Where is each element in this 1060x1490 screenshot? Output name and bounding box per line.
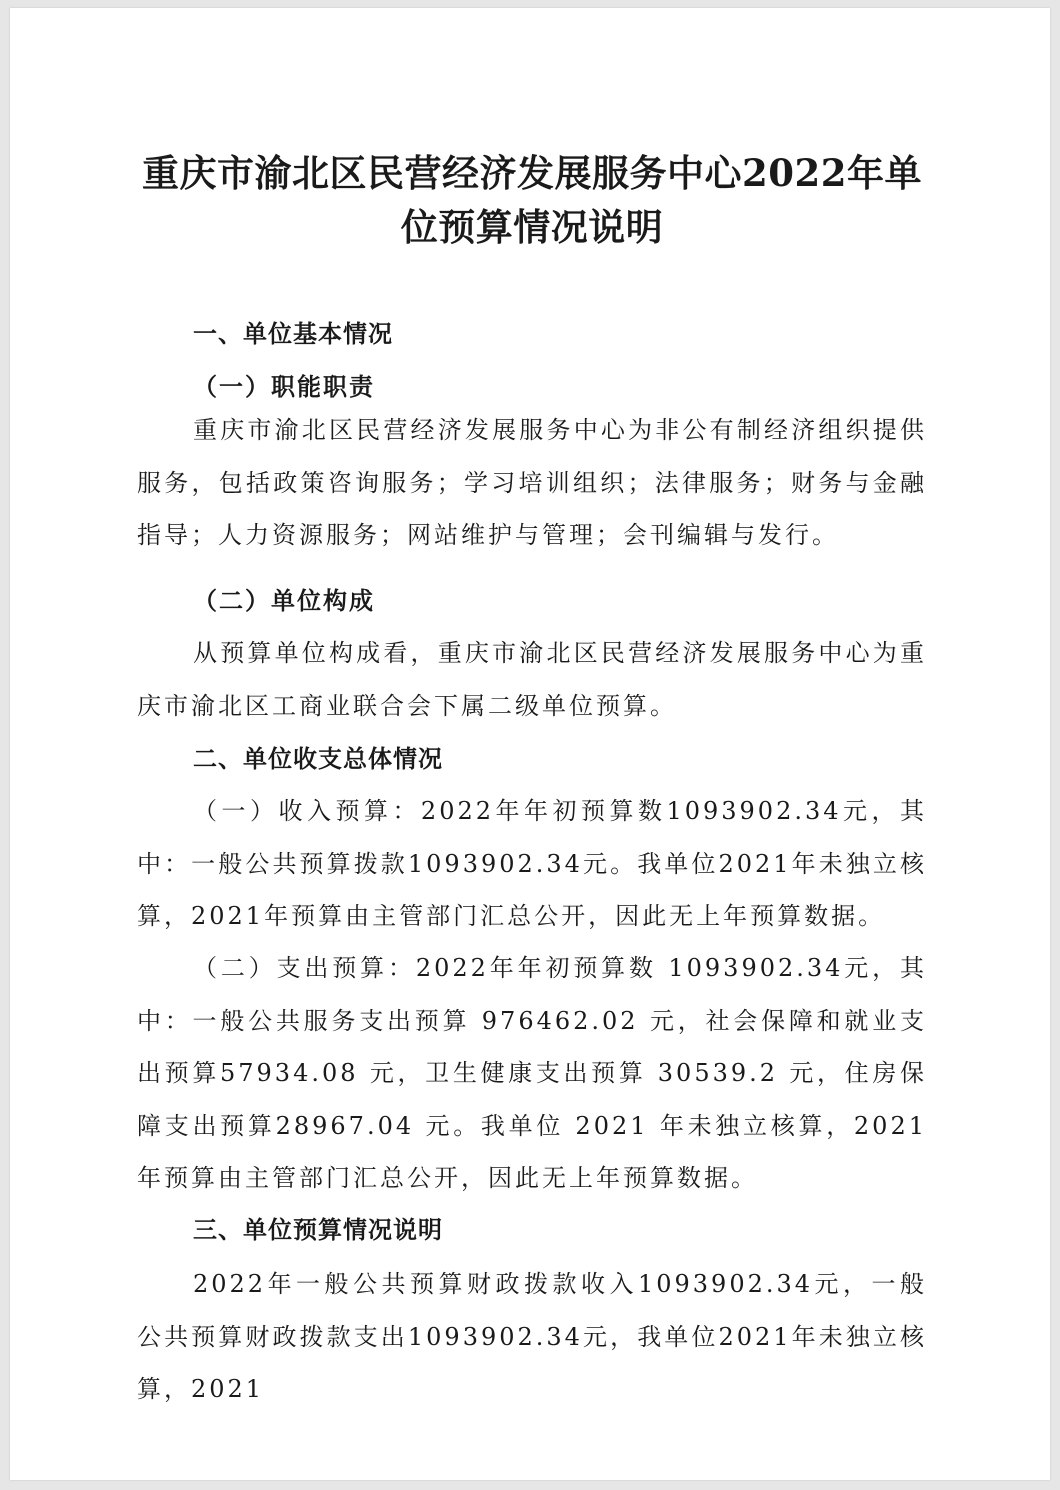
paragraph-composition: 从预算单位构成看，重庆市渝北区民营经济发展服务中心为重庆市渝北区工商业联合会下属二级单位预算。 bbox=[137, 639, 927, 720]
document-title: 重庆市渝北区民营经济发展服务中心2022年单位预算情况说明 bbox=[142, 151, 922, 249]
section-heading-income-expense: 二、单位收支总体情况 bbox=[193, 744, 443, 773]
subsection-heading-functions: （一）职能职责 bbox=[193, 372, 375, 401]
section-heading-basic-info: 一、单位基本情况 bbox=[193, 319, 393, 348]
subsection-heading-composition: （二）单位构成 bbox=[193, 586, 375, 615]
paragraph-income-budget: （一）收入预算：2022年年初预算数1093902.34元，其中：一般公共预算拨款1093902.34元。我单位2021年未独立核算，2021年预算由主管部门汇总公开，因此无上年预算数据。 bbox=[137, 797, 927, 930]
paragraph-expense-budget: （二）支出预算：2022年年初预算数 1093902.34元，其中：一般公共服务支出预算 976462.02 元，社会保障和就业支出预算57934.08 元，卫生健康支出预算 30539.2 元，住房保障支出预算28967.04 元。我单位 2021 年未独立核算，2021 年预算由主管部门汇总公开，因此无上年预算数据。 bbox=[137, 954, 927, 1192]
paragraph-functions: 重庆市渝北区民营经济发展服务中心为非公有制经济组织提供服务，包括政策咨询服务；学习培训组织；法律服务；财务与金融指导；人力资源服务；网站维护与管理；会刊编辑与发行。 bbox=[137, 416, 927, 549]
paragraph-budget-explanation: 2022年一般公共预算财政拨款收入1093902.34元，一般公共预算财政拨款支出1093902.34元，我单位2021年未独立核算，2021 bbox=[137, 1270, 927, 1403]
document-page bbox=[10, 8, 1050, 1480]
section-heading-budget-explanation: 三、单位预算情况说明 bbox=[193, 1215, 443, 1244]
